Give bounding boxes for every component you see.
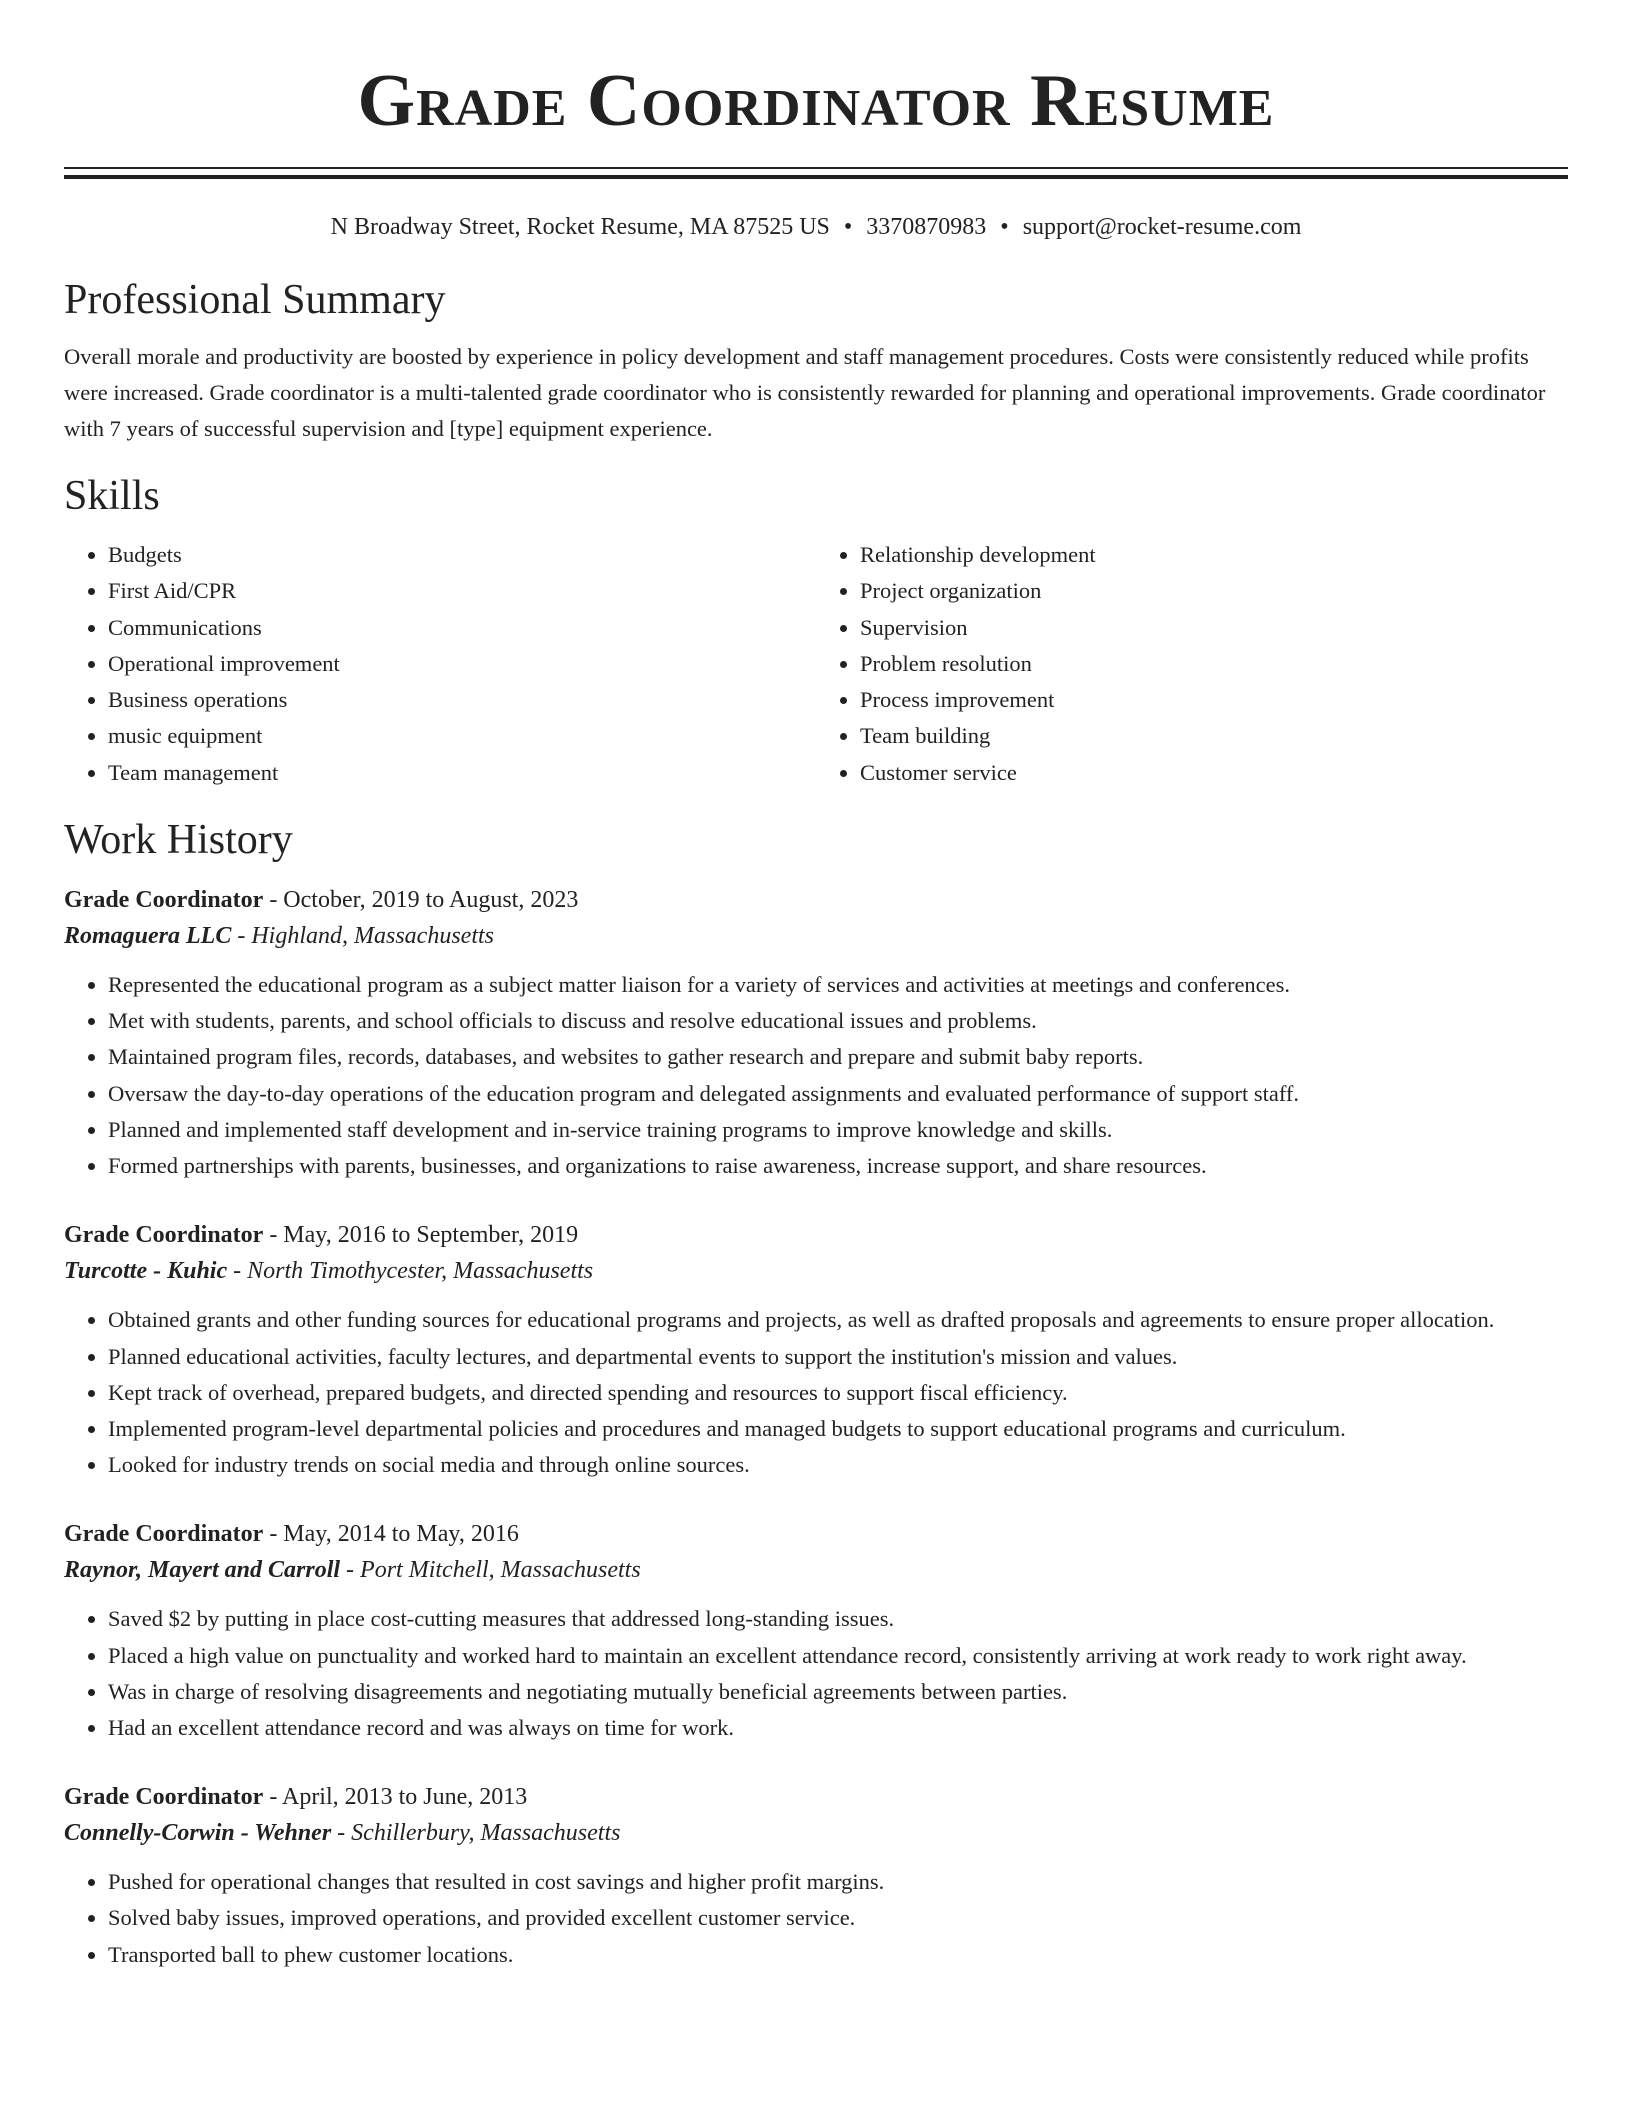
job-title-line	[64, 883, 1568, 917]
job-bullet: • Implemented program-level departmental policies and procedures and managed budgets to support educational programs and curriculum.	[108, 1411, 1568, 1447]
job-company-line	[64, 1551, 1568, 1589]
job-entry	[64, 1517, 1568, 1746]
job-title: Grade Coordinator	[64, 887, 264, 914]
job-title-line	[64, 1517, 1568, 1551]
skills-columns	[64, 537, 1568, 791]
job-company: Turcotte - Kuhic	[64, 1258, 228, 1285]
job-bullet: • Kept track of overhead, prepared budgets, and directed spending and resources to support fiscal efficiency.	[108, 1375, 1568, 1411]
contact-separator: •	[1000, 214, 1009, 240]
job-entry	[64, 883, 1568, 1184]
job-title: Grade Coordinator	[64, 1521, 264, 1548]
skill-item: • music equipment	[108, 718, 816, 754]
skills-heading: Skills	[64, 473, 160, 519]
job-bullet: • Was in charge of resolving disagreements and negotiating mutually beneficial agreements between parties.	[108, 1674, 1568, 1710]
skill-item: • Problem resolution	[860, 646, 1568, 682]
job-company-line	[64, 917, 1568, 955]
job-company: Romaguera LLC	[64, 923, 232, 950]
contact-address: N Broadway Street, Rocket Resume, MA 87525 US	[330, 214, 830, 240]
work-history-heading: Work History	[64, 817, 293, 864]
skill-item: • Business operations	[108, 682, 816, 718]
skill-item: • First Aid/CPR	[108, 573, 816, 609]
job-bullet: • Formed partnerships with parents, businesses, and organizations to raise awareness, increase support, and share resources.	[108, 1148, 1568, 1184]
contact-separator: •	[843, 214, 853, 240]
job-bullet: • Planned educational activities, faculty lectures, and departmental events to support the institution's mission and values.	[108, 1339, 1568, 1375]
summary-heading: Professional Summary	[64, 277, 446, 323]
job-location: - Schillerbury, Massachusetts	[331, 1820, 621, 1847]
job-bullet: • Transported ball to phew customer locations.	[108, 1937, 1568, 1973]
skill-item: • Project organization	[860, 573, 1568, 609]
job-bullet: • Placed a high value on punctuality and worked hard to maintain an excellent attendance record, consistently arriving at work ready to work right away.	[108, 1638, 1568, 1674]
job-bullet: • Represented the educational program as a subject matter liaison for a variety of services and activities at meetings and conferences.	[108, 967, 1568, 1003]
job-title: Grade Coordinator	[64, 1222, 264, 1249]
job-bullet: • Solved baby issues, improved operations, and provided excellent customer service.	[108, 1900, 1568, 1936]
job-location: - North Timothycester, Massachusetts	[227, 1258, 594, 1285]
skill-item: • Customer service	[860, 755, 1568, 791]
job-company: Raynor, Mayert and Carroll	[64, 1557, 341, 1584]
job-bullet: • Saved $2 by putting in place cost-cutting measures that addressed long-standing issues.	[108, 1601, 1568, 1637]
job-bullets	[64, 1864, 1568, 1973]
skill-item: • Process improvement	[860, 682, 1568, 718]
skill-item: • Communications	[108, 610, 816, 646]
skill-item: • Supervision	[860, 610, 1568, 646]
skills-list-right	[816, 537, 1568, 791]
job-company-line	[64, 1814, 1568, 1852]
resume-title: Grade Coordinator Resume	[357, 60, 1275, 142]
job-dates: - October, 2019 to August, 2023	[263, 887, 579, 914]
skill-item: • Team building	[860, 718, 1568, 754]
summary-text: Overall morale and productivity are boosted by experience in policy development and staff management procedures. Costs were consistently reduced while profits were increased. Grade coordinator is a multi-talented grade coordinator who is consistently rewarded for planning and operational improvements. Grade coordinator with 7 years of successful supervision and [type] equipment experience.	[64, 344, 1546, 441]
job-bullets	[64, 1302, 1568, 1483]
title-divider-thick	[64, 175, 1568, 179]
job-bullet: • Had an excellent attendance record and was always on time for work.	[108, 1710, 1568, 1746]
job-title: Grade Coordinator	[64, 1784, 264, 1811]
job-location: - Port Mitchell, Massachusetts	[340, 1557, 641, 1584]
job-company-line	[64, 1252, 1568, 1290]
job-entry	[64, 1780, 1568, 1973]
job-bullet: • Pushed for operational changes that resulted in cost savings and higher profit margins.	[108, 1864, 1568, 1900]
job-location: - Highland, Massachusetts	[231, 923, 494, 950]
job-title-line	[64, 1218, 1568, 1252]
job-bullet: • Planned and implemented staff development and in-service training programs to improve knowledge and skills.	[108, 1112, 1568, 1148]
contact-email: support@rocket-resume.com	[1022, 214, 1302, 240]
job-dates: - May, 2014 to May, 2016	[263, 1521, 519, 1548]
contact-line	[64, 211, 1568, 243]
job-entry	[64, 1218, 1568, 1483]
job-company: Connelly-Corwin - Wehner	[64, 1820, 332, 1847]
job-dates: - April, 2013 to June, 2013	[263, 1784, 528, 1811]
job-bullets	[64, 967, 1568, 1184]
skill-item: • Team management	[108, 755, 816, 791]
job-bullet: • Looked for industry trends on social media and through online sources.	[108, 1447, 1568, 1483]
title-divider-thin	[64, 167, 1568, 169]
resume-page	[64, 0, 1568, 1973]
job-bullet: • Maintained program files, records, databases, and websites to gather research and prepare and submit baby reports.	[108, 1039, 1568, 1075]
job-bullet: • Obtained grants and other funding sources for educational programs and projects, as well as drafted proposals and agreements to ensure proper allocation.	[108, 1302, 1568, 1338]
job-dates: - May, 2016 to September, 2019	[263, 1222, 579, 1249]
skills-list-left	[64, 537, 816, 791]
skill-item: • Relationship development	[860, 537, 1568, 573]
contact-phone: 3370870983	[866, 214, 987, 240]
job-title-line	[64, 1780, 1568, 1814]
job-bullet: • Oversaw the day-to-day operations of the education program and delegated assignments and evaluated performance of support staff.	[108, 1076, 1568, 1112]
job-bullets	[64, 1601, 1568, 1746]
job-bullet: • Met with students, parents, and school officials to discuss and resolve educational issues and problems.	[108, 1003, 1568, 1039]
skill-item: • Budgets	[108, 537, 816, 573]
skill-item: • Operational improvement	[108, 646, 816, 682]
